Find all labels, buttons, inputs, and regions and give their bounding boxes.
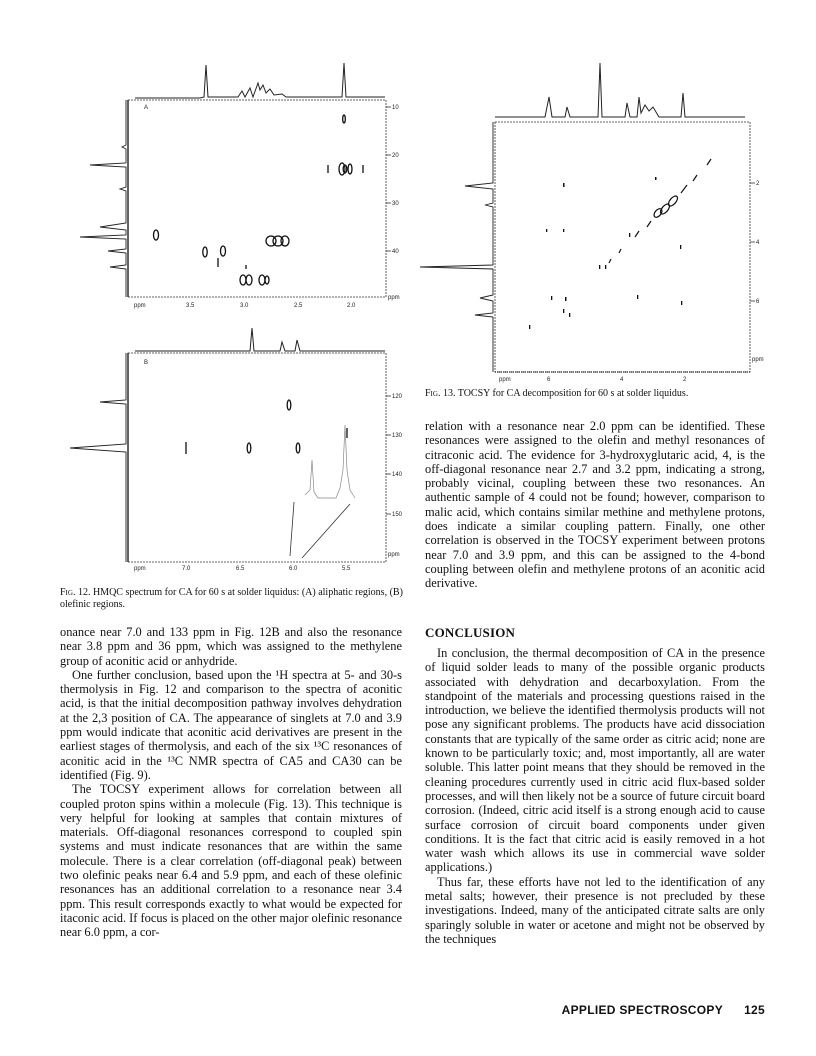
fig13-caption-text: TOCSY for CA decomposition for 60 s at solder liquidus.	[457, 388, 689, 399]
fig12b-xtick: 7.0	[182, 566, 191, 572]
fig13-tocsy	[415, 55, 775, 385]
fig13-ytick: 2	[756, 181, 760, 187]
fig12a-peaks	[154, 115, 364, 285]
fig12b-left-projection	[70, 353, 126, 562]
paragraph: onance near 7.0 and 133 ppm in Fig. 12B and also the resonance near 3.8 ppm and 36 ppm, which was assigned to the methylene group of aconitic acid or anhydride.	[60, 625, 402, 668]
fig13-ytick: 4	[756, 240, 760, 246]
fig12a-panel-label: A	[144, 105, 149, 111]
fig13-ytick: 6	[756, 299, 760, 305]
fig13-xtick: 4	[620, 377, 624, 383]
fig13-diagonal	[609, 159, 711, 263]
fig13-ytick: ppm	[752, 357, 764, 363]
fig12a-ytick: 10	[392, 105, 399, 111]
paragraph: Thus far, these efforts have not led to the identification of any metal salts; however, their presence is not precluded by these investigations. Indeed, many of the anticipated citrate salts are only sparingly soluble in water or acetone and might not be observed by the techniques	[425, 874, 765, 946]
paragraph: One further conclusion, based upon the ¹H spectra at 5- and 30-s thermolysis in Fig. 12 and comparison to the spectra of aconitic acid, is that the initial decomposition pathway involves dehydration at the 2,3 position of CA. The appearance of singlets at 7.0 and 3.9 ppm would indicate that aconitic acid derivatives are present in the earliest stages of thermolysis, and each of the six ¹³C resonances of aconitic acid in the ¹³C NMR spectra of CA5 and CA30 can be identified (Fig. 9).	[60, 667, 402, 782]
fig12b-frame	[128, 353, 386, 562]
fig12b-xtick: 5.5	[342, 566, 351, 572]
fig13-top-projection	[495, 63, 745, 117]
page-number: 125	[744, 1003, 765, 1017]
fig12a-ytick: 20	[392, 153, 399, 159]
fig13-left-projection	[420, 122, 493, 372]
paragraph: relation with a resonance near 2.0 ppm can be identified. These resonances were assigned to the olefin and methyl resonances of citraconic acid. The evidence for 3-hydroxyglutaric acid, 4, is the off-diagonal resonance near 2.7 and 3.2 ppm, indicating a strong, probably vicinal, coupling between these two resonances. An authentic sample of 4 could not be found; however, comparison to malic acid, which contains similar methine and methylene protons, does indicate a similar coupling pattern. Finally, one other correlation is observed in the TOCSY experiment between protons near 7.0 and 3.9 ppm, and this can be assigned to the 4-bond coupling between olefin and methylene protons of an aconitic acid derivative.	[425, 419, 765, 591]
left-column	[60, 625, 402, 940]
fig13-caption	[425, 388, 765, 400]
fig12a-xtick: 2.5	[294, 303, 303, 309]
fig13-cross-peaks	[529, 177, 682, 329]
fig12a-xtick: 3.0	[240, 303, 249, 309]
fig12-panel-b	[60, 320, 410, 580]
section-heading: CONCLUSION	[425, 625, 516, 640]
fig12b-xtick: 6.5	[236, 566, 245, 572]
fig12b-ytick: ppm	[388, 552, 400, 558]
fig12a-left-projection	[80, 100, 126, 297]
fig12-caption-text: HMQC spectrum for CA for 60 s at solder liquidus: (A) aliphatic regions, (B) olefinic regions.	[60, 587, 403, 610]
right-column-top	[425, 419, 765, 591]
fig13-frame	[495, 122, 750, 372]
fig12a-top-projection	[135, 63, 385, 98]
page-footer	[540, 1003, 765, 1017]
fig12b-ytick: 120	[392, 394, 403, 400]
fig12-panel-a	[60, 55, 410, 315]
fig12-caption	[60, 587, 405, 611]
fig12b-peaks	[186, 400, 347, 454]
fig13-xtick: ppm	[499, 377, 511, 383]
conclusion-section	[425, 625, 765, 946]
fig12b-panel-label: B	[144, 360, 149, 366]
fig13-xtick: 6	[547, 377, 551, 383]
fig12a-frame	[128, 100, 386, 297]
fig12b-ytick: 130	[392, 433, 403, 439]
fig12a-xtick: ppm	[134, 303, 146, 309]
fig12-caption-label: Fig. 12.	[60, 587, 91, 598]
fig12b-top-projection	[135, 328, 385, 351]
fig12b-ytick: 150	[392, 512, 403, 518]
fig12a-xtick: 3.5	[186, 303, 195, 309]
journal-name: APPLIED SPECTROSCOPY	[561, 1003, 723, 1017]
fig12a-ytick: ppm	[388, 295, 400, 301]
fig12b-ytick: 140	[392, 472, 403, 478]
fig12b-xtick: 6.0	[289, 566, 298, 572]
fig12a-ytick: 30	[392, 201, 399, 207]
fig12b-xtick: ppm	[134, 566, 146, 572]
fig13-xtick: 2	[683, 377, 687, 383]
fig12a-ytick: 40	[392, 249, 399, 255]
paragraph: In conclusion, the thermal decomposition of CA in the presence of liquid solder leads to many of the possible organic products associated with dehydration and decarboxylation. From the standpoint of the materials and processing questions raised in the introduction, we believe the identified thermolysis products will not pose any significant problems. The products have acid dissociation constants that are typically of the same order as citric acid; none are known to be particularly toxic; and, most importantly, all are water soluble. This latter point means that they should be removed in the cleaning procedures currently used in citric acid flux-based solder processes, and will then likely not be a source of future circuit board corrosion. (Indeed, citric acid itself is a strong enough acid to cause surface corrosion of circuit board components under given conditions. It is the fact that citric acid is easily removed in a hot water wash which allows its use in commercial wave solder applications.)	[425, 646, 765, 875]
fig12a-xtick: 2.0	[347, 303, 356, 309]
fig13-caption-label: Fig. 13.	[425, 388, 456, 399]
paragraph: The TOCSY experiment allows for correlation between all coupled proton spins within a molecule (Fig. 13). This technique is very helpful for looking at samples that contain mixtures of materials. Off-diagonal resonances correspond to coupled spin systems and must indicate resonances that are within the same molecule. There is a clear correlation (off-diagonal peak) between two olefinic peaks near 6.4 and 5.9 ppm, and each of these olefinic resonances has an additional correlation to a resonance near 3.4 ppm. This result corresponds exactly to what would be expected for itaconic acid. If focus is placed on the other major olefinic resonance near 6.0 ppm, a cor-	[60, 782, 402, 940]
